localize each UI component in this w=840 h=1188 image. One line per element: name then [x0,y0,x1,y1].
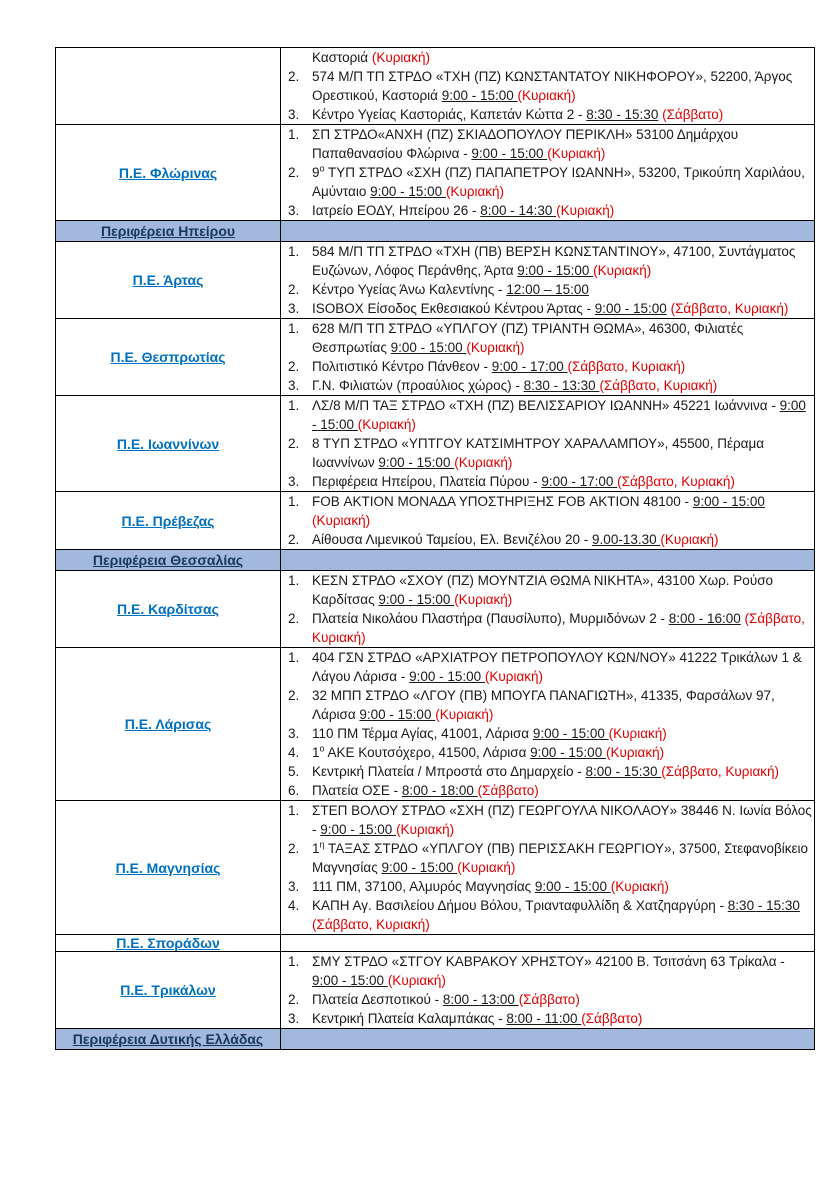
list-item [281,952,814,990]
item-number: 1. [288,803,300,818]
region-label: Π.Ε. Θεσπρωτίας [110,349,226,365]
region-cell [56,242,281,319]
region-cell [56,935,281,952]
item-text: Πολιτιστικό Κέντρο Πάνθεον - [312,359,492,374]
table-row [56,242,815,319]
section-label: Περιφέρεια Δυτικής Ελλάδας [72,1030,264,1047]
locations-cell [281,952,815,1029]
item-hours: 8:30 - 15:30 [727,898,800,913]
list-item [281,376,814,395]
table-row [56,952,815,1029]
item-days: (Σάββατο, Κυριακή) [617,474,735,489]
item-days: (Κυριακή) [454,592,513,607]
item-text: 32 ΜΠΠ ΣΤΡΔΟ «ΛΓΟΥ (ΠΒ) ΜΠΟΥΓΑ ΠΑΝΑΓΙΩΤΗ», 41335, Φαρσάλων 97, Λάρισα [312,688,775,722]
item-text: Περιφέρεια Ηπείρου, Πλατεία Πύρου - [312,474,542,489]
item-text: 9 [312,165,320,180]
list-item [281,877,814,896]
item-days: (Κυριακή) [454,455,513,470]
item-number: 2. [288,436,300,451]
table-row [56,935,815,952]
region-label: Π.Ε. Τρικάλων [120,982,216,998]
table-row [56,48,815,125]
list-item [281,648,814,686]
item-hours: 8:00 - 18:00 [401,783,478,798]
region-cell [56,801,281,935]
item-hours: 12:00 – 15:00 [506,282,589,297]
item-text: ISOBOX Είσοδος Εκθεσιακού Κέντρου Άρτας - [312,301,595,316]
list-item [281,839,814,877]
item-hours: 9:00 - 15:00 [409,669,485,684]
item-days: (Κυριακή) [556,203,615,218]
item-hours: 9:00 - 15:00 [370,184,446,199]
item-days: (Κυριακή) [396,822,455,837]
item-ordinal: ο [319,163,325,174]
item-number: 5. [288,764,300,779]
locations-cell [281,571,815,648]
item-text: Καστοριά [312,50,372,65]
list-item [281,163,814,201]
item-number: 3. [288,1011,300,1026]
item-hours: 9:00 - 15:00 [378,592,455,607]
table-row [56,319,815,396]
list-item [281,105,814,124]
region-label: Π.Ε. Σποράδων [116,935,220,951]
item-text: 628 Μ/Π ΤΠ ΣΤΡΔΟ «ΥΠΛΓΟΥ (ΠΖ) ΤΡΙΑΝΤΗ ΘΩΜΑ», 46300, Φιλιατές Θεσπρωτίας [312,321,744,355]
item-text: Γ.Ν. Φιλιατών (προαύλιος χώρος) - [312,378,524,393]
list-item [281,743,814,762]
item-number: 3. [288,378,300,393]
region-cell [56,396,281,492]
item-hours: 8:30 - 13:30 [523,378,600,393]
item-text: ΑΚΕ Κουτσόχερο, 41500, Λάρισα [324,745,531,760]
locations-cell [281,492,815,550]
item-text: 110 ΠΜ Τέρμα Αγίας, 41001, Λάρισα [312,726,533,741]
item-number: 2. [288,532,300,547]
section-empty-cell [281,1029,815,1050]
item-hours: 8:00 - 15:30 [585,764,662,779]
item-hours: 9:00 - 15:00 [534,879,611,894]
item-days: (Σάββατο) [518,992,580,1007]
item-text: Κεντρική Πλατεία / Μπροστά στο Δημαρχείο - [312,764,586,779]
item-text: Αίθουσα Λιμενικού Ταμείου, Ελ. Βενιζέλου 20 - [312,532,593,547]
item-days: (Κυριακή) [457,860,516,875]
table-row [56,492,815,550]
item-days: (Κυριακή) [593,263,652,278]
list-item [281,67,814,105]
list-item [281,319,814,357]
item-text: Πλατεία Δεσποτικού - [312,992,443,1007]
list-item [281,472,814,491]
item-number: 3. [288,726,300,741]
item-number: 1. [288,398,300,413]
locations-cell [281,648,815,801]
item-days: (Κυριακή) [610,879,669,894]
item-hours: 8:00 - 11:00 [506,1011,582,1026]
item-number: 4. [288,745,300,760]
region-cell [56,125,281,221]
list-item [281,801,814,839]
item-hours: 9:00 - 15:00 [471,146,548,161]
region-cell [56,48,281,125]
item-hours: 9:00 - 15:00 [312,398,806,432]
item-number: 3. [288,203,300,218]
region-cell [56,571,281,648]
item-text: Ιατρείο ΕΟΔΥ, Ηπείρου 26 - [312,203,481,218]
table-row [56,801,815,935]
region-cell [56,648,281,801]
region-label: Π.Ε. Ιωαννίνων [116,435,220,452]
vaccination-locations-table [55,47,815,1050]
item-number: 1. [288,573,300,588]
item-text: Πλατεία Νικολάου Πλαστήρα (Παυσίλυπο), Μυρμιδόνων 2 - [312,611,669,626]
item-hours: 9:00 - 15:00 [378,455,455,470]
locations-cell [281,125,815,221]
section-label-cell [56,550,281,571]
item-number: 2. [288,165,300,180]
locations-cell [281,801,815,935]
list-item [281,396,814,434]
item-number: 1. [288,650,300,665]
item-days: (Κυριακή) [357,417,416,432]
item-text: 1 [312,841,320,856]
table-body [56,48,815,1050]
list-item [281,530,814,549]
item-text: ΤΑΞΑΣ ΣΤΡΔΟ «ΥΠΛΓΟΥ (ΠΒ) ΠΕΡΙΣΣΑΚΗ ΓΕΩΡΓΙΟΥ», 37500, Στεφανοβίκειο Μαγνησίας [312,841,808,875]
item-number: 1. [288,244,300,259]
list-item [281,609,814,647]
item-ordinal: ο [319,743,325,754]
item-text: ΣΜΥ ΣΤΡΔΟ «ΣΤΓΟΥ ΚΑΒΡΑΚΟΥ ΧΡΗΣΤΟΥ» 42100 Β. Τσιτσάνη 63 Τρίκαλα - [312,954,785,969]
locations-cell [281,242,815,319]
item-hours: 9:00 - 15:00 [381,860,458,875]
item-days: (Σάββατο) [581,1011,643,1026]
item-text: ΣΠ ΣΤΡΔΟ«ΑΝΧΗ (ΠΖ) ΣΚΙΑΔΟΠΟΥΛΟΥ ΠΕΡΙΚΛΗ» 53100 Δημάρχου Παπαθανασίου Φλώρινα - [312,127,739,161]
item-number: 6. [288,783,300,798]
item-days: (Κυριακή) [445,184,505,199]
item-number: 2. [288,992,300,1007]
section-label: Περιφέρεια Θεσσαλίας [92,551,244,568]
item-hours: 9.00-13.30 [592,532,661,547]
region-cell [56,319,281,396]
item-days: (Κυριακή) [547,146,606,161]
item-number: 2. [288,688,300,703]
item-number: 1. [288,954,300,969]
item-text: 574 Μ/Π ΤΠ ΣΤΡΔΟ «ΤΧΗ (ΠΖ) ΚΩΝΣΤΑΝΤΑΤΟΥ ΝΙΚΗΦΟΡΟΥ», 52200, Άργος Ορεστικού, Καστοριά [312,69,793,103]
section-row [56,1029,815,1050]
item-text: ΣΤΕΠ ΒΟΛΟΥ ΣΤΡΔΟ «ΣΧΗ (ΠΖ) ΓΕΩΡΓΟΥΛΑ ΝΙΚΟΛΑΟΥ» 38446 Ν. Ιωνία Βόλος - [312,803,812,837]
region-label: Π.Ε. Πρέβεζας [121,512,215,529]
item-days: (Κυριακή) [608,726,667,741]
item-number: 3. [288,474,300,489]
list-item [281,762,814,781]
item-text: 8 ΤΥΠ ΣΤΡΔΟ «ΥΠΤΓΟΥ ΚΑΤΣΙΜΗΤΡΟΥ ΧΑΡΑΛΑΜΠΟΥ», 45500, Πέραμα Ιωαννίνων [312,436,765,470]
item-days: (Σάββατο) [477,783,539,798]
item-hours: 8:30 - 15:30 [586,107,659,122]
table-row [56,571,815,648]
section-label-cell [56,221,281,242]
list-item [281,125,814,163]
list-item [281,299,814,318]
item-number: 2. [288,841,300,856]
item-text: ΚΕΣΝ ΣΤΡΔΟ «ΣΧΟΥ (ΠΖ) ΜΟΥΝΤΖΙΑ ΘΩΜΑ ΝΙΚΗΤΑ», 43100 Χωρ. Ρούσο Καρδίτσας [312,573,774,607]
item-hours: 9:00 - 15:00 [594,301,667,316]
item-days: (Κυριακή) [435,707,494,722]
section-label: Περιφέρεια Ηπείρου [100,222,236,239]
section-row [56,550,815,571]
list-item [281,1009,814,1028]
item-days: (Σάββατο, Κυριακή) [312,917,430,932]
list-item [281,201,814,220]
list-item [281,434,814,472]
list-item [281,492,814,530]
list-item [281,724,814,743]
region-cell [56,492,281,550]
locations-cell [281,935,815,952]
item-hours: 8:00 - 14:30 [480,203,557,218]
region-label: Π.Ε. Άρτας [132,272,204,288]
item-hours: 9:00 - 15:00 [441,88,518,103]
item-text: 584 Μ/Π ΤΠ ΣΤΡΔΟ «ΤΧΗ (ΠΒ) ΒΕΡΣΗ ΚΩΝΣΤΑΝΤΙΝΟΥ», 47100, Συντάγματος Ευζώνων, Λόφος Περάνθης, Άρτα [312,244,796,278]
item-text: Πλατεία ΟΣΕ - [312,783,402,798]
locations-cell [281,48,815,125]
region-label: Π.Ε. Μαγνησίας [115,859,221,876]
table-row [56,396,815,492]
list-item [281,686,814,724]
item-number: 4. [288,898,300,913]
item-number: 2. [288,282,300,297]
item-number: 3. [288,879,300,894]
item-number: 1. [288,127,300,142]
item-text: Κέντρο Υγείας Καστοριάς, Καπετάν Κώττα 2 - [312,107,587,122]
item-days: (Κυριακή) [517,88,576,103]
item-days: (Σάββατο, Κυριακή) [312,611,805,645]
section-empty-cell [281,550,815,571]
item-number: 2. [288,611,300,626]
item-days: (Κυριακή) [312,513,371,528]
list-item [281,242,814,280]
item-days: (Σάββατο) [662,107,724,122]
locations-cell [281,319,815,396]
item-hours: 9:00 - 17:00 [491,359,568,374]
section-empty-cell [281,221,815,242]
item-number: 2. [288,69,300,84]
item-number: 1. [288,321,300,336]
item-days: (Κυριακή) [605,745,665,760]
item-number: 3. [288,301,300,316]
item-text: ΛΣ/8 Μ/Π ΤΑΞ ΣΤΡΔΟ «ΤΧΗ (ΠΖ) ΒΕΛΙΣΣΑΡΙΟΥ ΙΩΑΝΝΗ» 45221 Ιωάννινα - [312,398,780,413]
item-text: Κεντρική Πλατεία Καλαμπάκας - [312,1011,507,1026]
item-text: ΚΑΠΗ Αγ. Βασιλείου Δήμου Βόλου, Τριανταφυλλίδη & Χατζηαργύρη - [312,898,728,913]
list-item [281,781,814,800]
list-item [281,990,814,1009]
item-hours: 9:00 - 15:00 [517,263,594,278]
item-text: FOB ΑΚΤΙΟΝ ΜΟΝΑΔΑ ΥΠΟΣΤΗΡΙΞΗΣ FOB ΑΚΤΙΟΝ 48100 - [312,494,693,509]
table-row [56,648,815,801]
locations-cell [281,396,815,492]
item-text: 111 ΠΜ, 37100, Αλμυρός Μαγνησίας [312,879,535,894]
item-hours: 9:00 - 15:00 [359,707,436,722]
section-row [56,221,815,242]
list-item [281,896,814,934]
region-cell [56,952,281,1029]
item-hours: 9:00 - 15:00 [312,973,388,988]
item-days: (Κυριακή) [484,669,544,684]
item-text: Κέντρο Υγείας Άνω Καλεντίνης - [312,282,507,297]
item-text: ΤΥΠ ΣΤΡΔΟ «ΣΧΗ (ΠΖ) ΠΑΠΑΠΕΤΡΟΥ ΙΩΑΝΝΗ», 53200, Τρικούπη Χαριλάου, Αμύνταιο [312,165,805,199]
list-item [281,571,814,609]
item-hours: 9:00 - 15:00 [390,340,467,355]
item-hours: 8:00 - 13:00 [442,992,519,1007]
item-days: (Σάββατο, Κυριακή) [567,359,686,374]
region-label: Π.Ε. Λάρισας [124,716,212,732]
list-item [281,48,814,67]
item-days: (Κυριακή) [371,50,430,65]
item-number: 3. [288,107,300,122]
list-item [281,357,814,376]
item-days: (Κυριακή) [660,532,719,547]
list-item [281,280,814,299]
item-days: (Σάββατο, Κυριακή) [670,301,789,316]
item-number: 1. [288,494,300,509]
item-ordinal: η [319,839,325,850]
item-days: (Σάββατο, Κυριακή) [599,378,718,393]
item-days: (Κυριακή) [466,340,525,355]
region-label: Π.Ε. Καρδίτσας [117,601,219,617]
table-row [56,125,815,221]
section-label-cell [56,1029,281,1050]
item-hours: 9:00 - 15:00 [320,822,397,837]
item-hours: 9:00 - 17:00 [541,474,618,489]
region-label: Π.Ε. Φλώρινας [118,164,218,181]
item-days: (Σάββατο, Κυριακή) [661,764,780,779]
item-text: 1 [312,745,320,760]
item-hours: 8:00 - 16:00 [668,611,741,626]
item-number: 2. [288,359,300,374]
item-days: (Κυριακή) [387,973,446,988]
item-hours: 9:00 - 15:00 [530,745,606,760]
item-hours: 9:00 - 15:00 [532,726,609,741]
item-text: 404 ΓΣΝ ΣΤΡΔΟ «ΑΡΧΙΑΤΡΟΥ ΠΕΤΡΟΠΟΥΛΟΥ ΚΩΝ/ΝΟΥ» 41222 Τρικάλων 1 & Λάγου Λάρισα - [312,650,802,684]
item-hours: 9:00 - 15:00 [692,494,765,509]
